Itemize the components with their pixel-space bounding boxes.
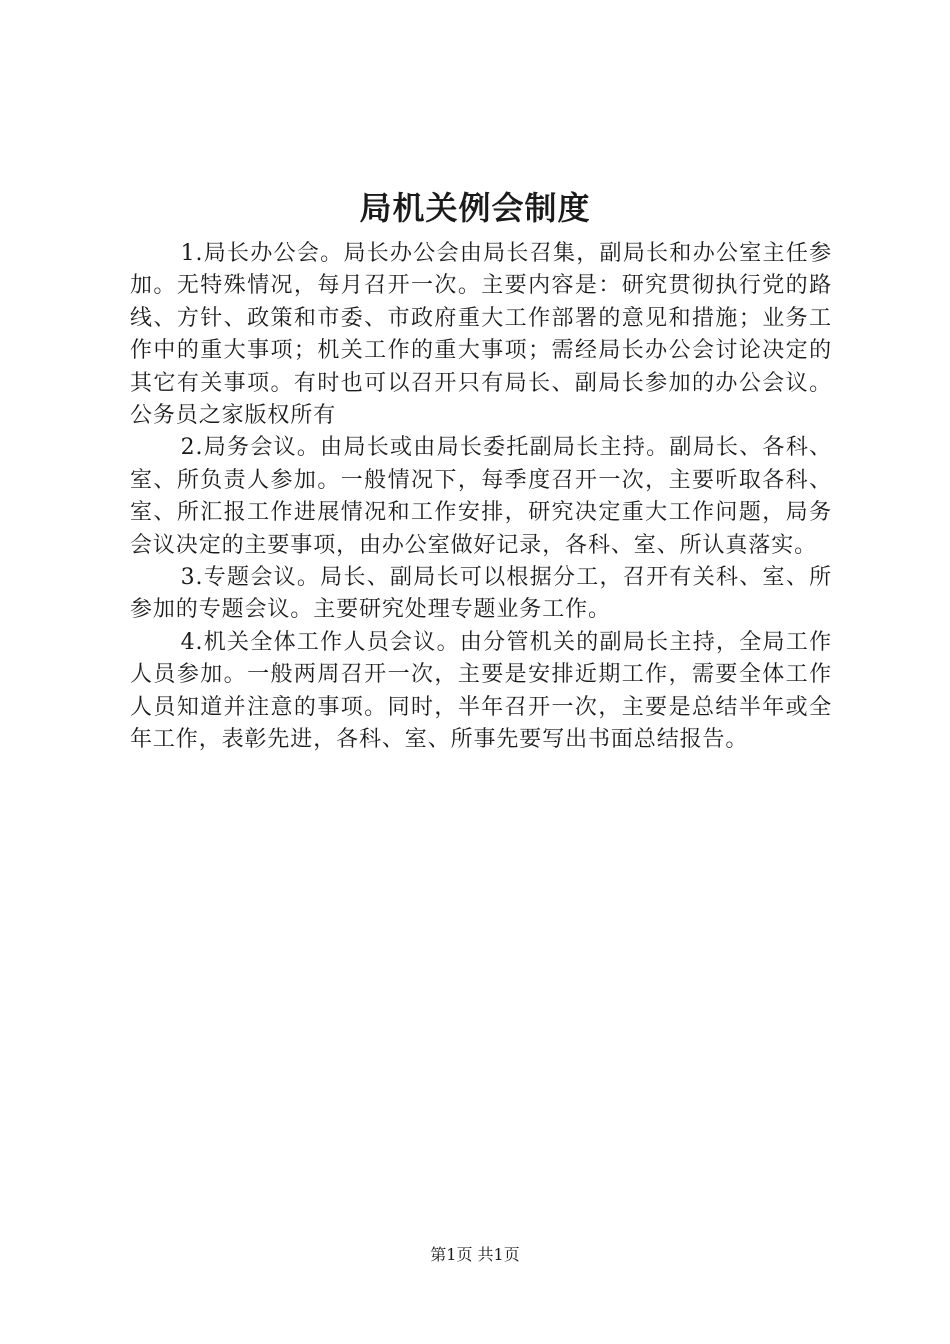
- paragraph-3: 3.专题会议。局长、副局长可以根据分工，召开有关科、室、所参加的专题会议。主要研究处理专题业务工作。: [130, 565, 832, 623]
- document-body: [130, 238, 832, 757]
- paragraph-1: 1.局长办公会。局长办公会由局长召集，副局长和办公室主任参加。无特殊情况，每月召开一次。主要内容是：研究贯彻执行党的路线、方针、政策和市委、市政府重大工作部署的意见和措施；业务工作中的重大事项；机关工作的重大事项；需经局长办公会讨论决定的其它有关事项。有时也可以召开只有局长、副局长参加的办公会议。公务员之家版权所有: [130, 241, 832, 429]
- paragraph-4: 4.机关全体工作人员会议。由分管机关的副局长主持，全局工作人员参加。一般两周召开一次，主要是安排近期工作，需要全体工作人员知道并注意的事项。同时，半年召开一次，主要是总结半年或全年工作，表彰先进，各科、室、所事先要写出书面总结报告。: [130, 629, 832, 753]
- document-title: 局机关例会制度: [359, 189, 591, 227]
- paragraph-2: 2.局务会议。由局长或由局长委托副局长主持。副局长、各科、室、所负责人参加。一般情况下，每季度召开一次，主要听取各科、室、所汇报工作进展情况和工作安排，研究决定重大工作问题，局务会议决定的主要事项，由办公室做好记录，各科、室、所认真落实。: [130, 435, 832, 558]
- page-footer: 第1页 共1页: [430, 1245, 520, 1264]
